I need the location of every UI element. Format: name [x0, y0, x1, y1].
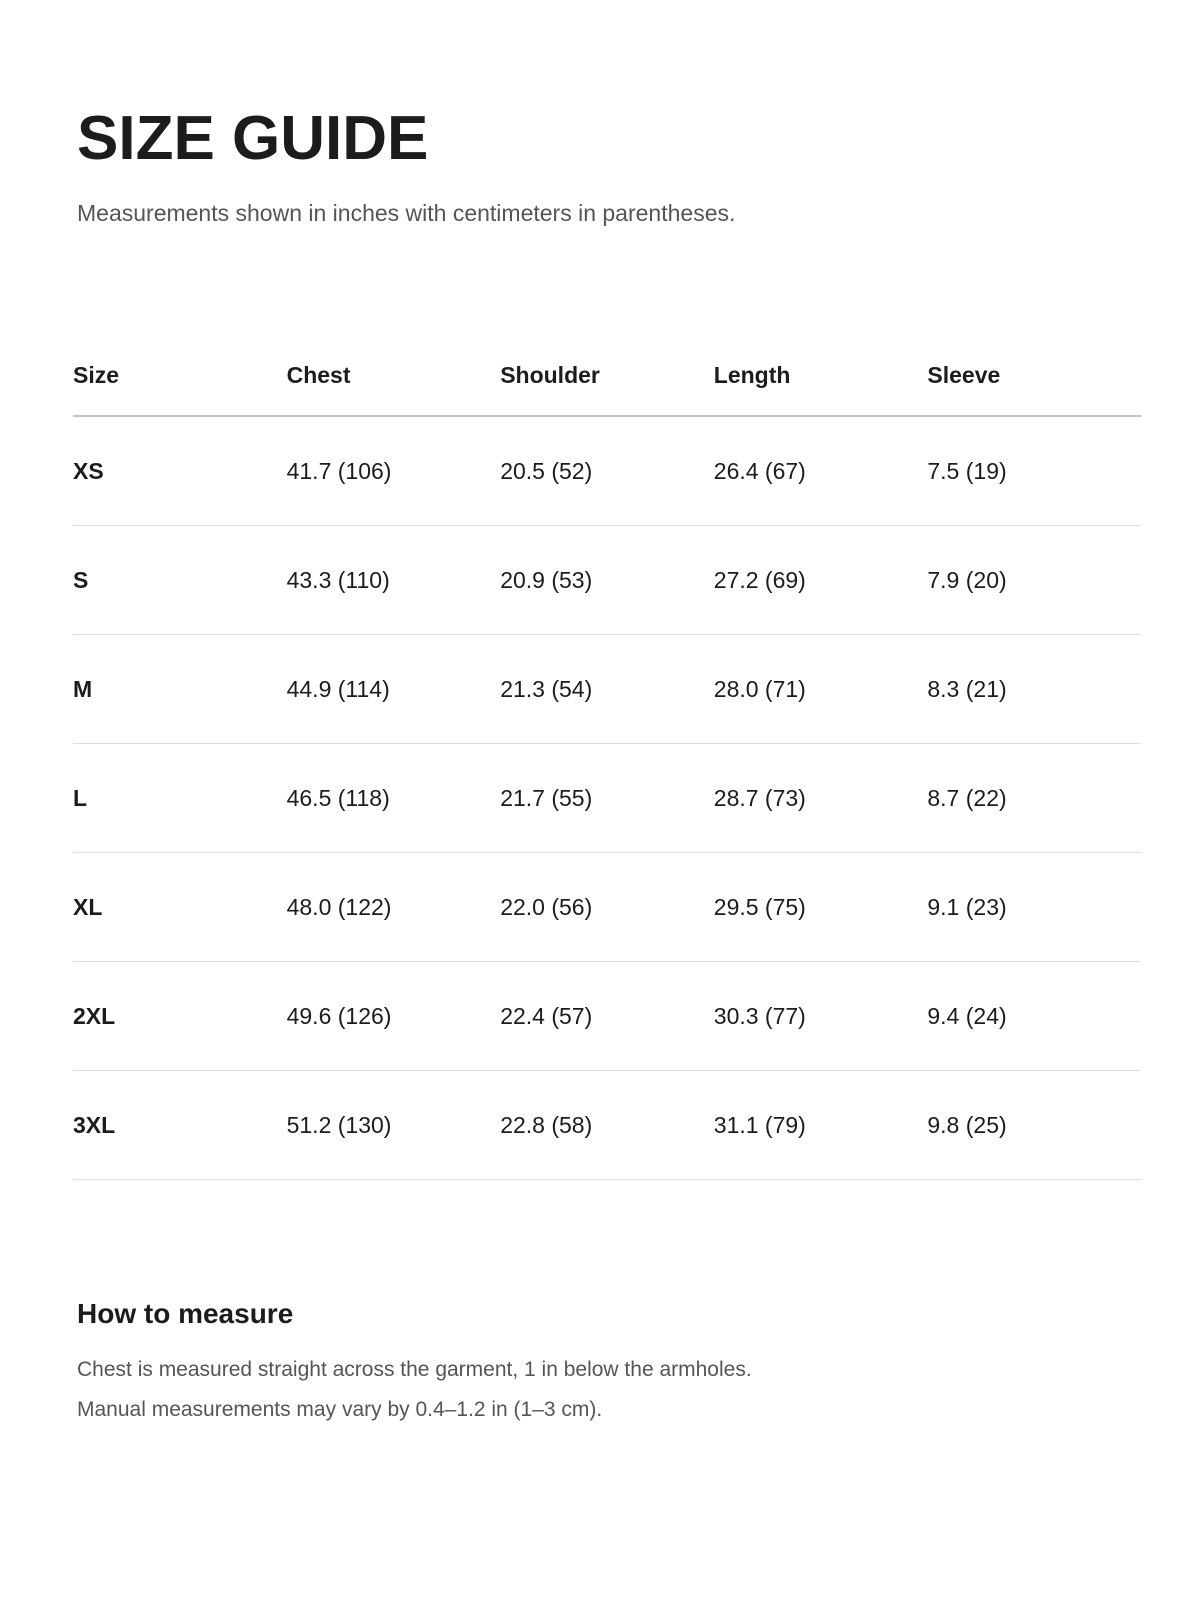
shoulder-cell: 22.8 (58) — [500, 1071, 714, 1180]
size-cell: 2XL — [73, 962, 287, 1071]
size-cell: XS — [73, 416, 287, 526]
shoulder-cell: 22.4 (57) — [500, 962, 714, 1071]
length-cell: 28.0 (71) — [714, 635, 928, 744]
table-row — [73, 416, 1141, 526]
size-cell: L — [73, 744, 287, 853]
how-to-measure-heading: How to measure — [77, 1298, 294, 1329]
shoulder-cell: 21.3 (54) — [500, 635, 714, 744]
sleeve-cell: 9.8 (25) — [927, 1071, 1141, 1180]
chest-cell: 44.9 (114) — [287, 635, 501, 744]
shoulder-cell: 20.9 (53) — [500, 526, 714, 635]
sleeve-cell: 8.7 (22) — [927, 744, 1141, 853]
page-subtitle: Measurements shown in inches with centimeters in parentheses. — [77, 200, 736, 226]
table-row — [73, 853, 1141, 962]
length-cell: 27.2 (69) — [714, 526, 928, 635]
column-header-chest: Chest — [287, 335, 501, 416]
size-table-body — [73, 416, 1141, 1180]
column-header-size: Size — [73, 335, 287, 416]
shoulder-cell: 21.7 (55) — [500, 744, 714, 853]
measure-note: Chest is measured straight across the garment, 1 in below the armholes. — [77, 1358, 752, 1381]
length-cell: 28.7 (73) — [714, 744, 928, 853]
column-header-length: Length — [714, 335, 928, 416]
column-header-shoulder: Shoulder — [500, 335, 714, 416]
chest-cell: 43.3 (110) — [287, 526, 501, 635]
header-row — [73, 335, 1141, 416]
size-cell: XL — [73, 853, 287, 962]
measure-note: Manual measurements may vary by 0.4–1.2 in (1–3 cm). — [77, 1398, 603, 1421]
length-cell: 26.4 (67) — [714, 416, 928, 526]
chest-cell: 41.7 (106) — [287, 416, 501, 526]
size-table-header — [73, 335, 1141, 416]
size-cell: S — [73, 526, 287, 635]
sleeve-cell: 8.3 (21) — [927, 635, 1141, 744]
sleeve-cell: 7.5 (19) — [927, 416, 1141, 526]
length-cell: 29.5 (75) — [714, 853, 928, 962]
column-header-sleeve: Sleeve — [927, 335, 1141, 416]
page-title: SIZE GUIDE — [77, 104, 429, 173]
table-row — [73, 744, 1141, 853]
size-cell: 3XL — [73, 1071, 287, 1180]
chest-cell: 51.2 (130) — [287, 1071, 501, 1180]
length-cell: 31.1 (79) — [714, 1071, 928, 1180]
size-table — [73, 335, 1141, 1180]
sleeve-cell: 7.9 (20) — [927, 526, 1141, 635]
size-cell: M — [73, 635, 287, 744]
table-row — [73, 1071, 1141, 1180]
shoulder-cell: 20.5 (52) — [500, 416, 714, 526]
chest-cell: 46.5 (118) — [287, 744, 501, 853]
sleeve-cell: 9.1 (23) — [927, 853, 1141, 962]
chest-cell: 48.0 (122) — [287, 853, 501, 962]
length-cell: 30.3 (77) — [714, 962, 928, 1071]
shoulder-cell: 22.0 (56) — [500, 853, 714, 962]
how-to-measure-notes — [77, 1350, 752, 1430]
sleeve-cell: 9.4 (24) — [927, 962, 1141, 1071]
table-row — [73, 635, 1141, 744]
table-row — [73, 962, 1141, 1071]
chest-cell: 49.6 (126) — [287, 962, 501, 1071]
table-row — [73, 526, 1141, 635]
